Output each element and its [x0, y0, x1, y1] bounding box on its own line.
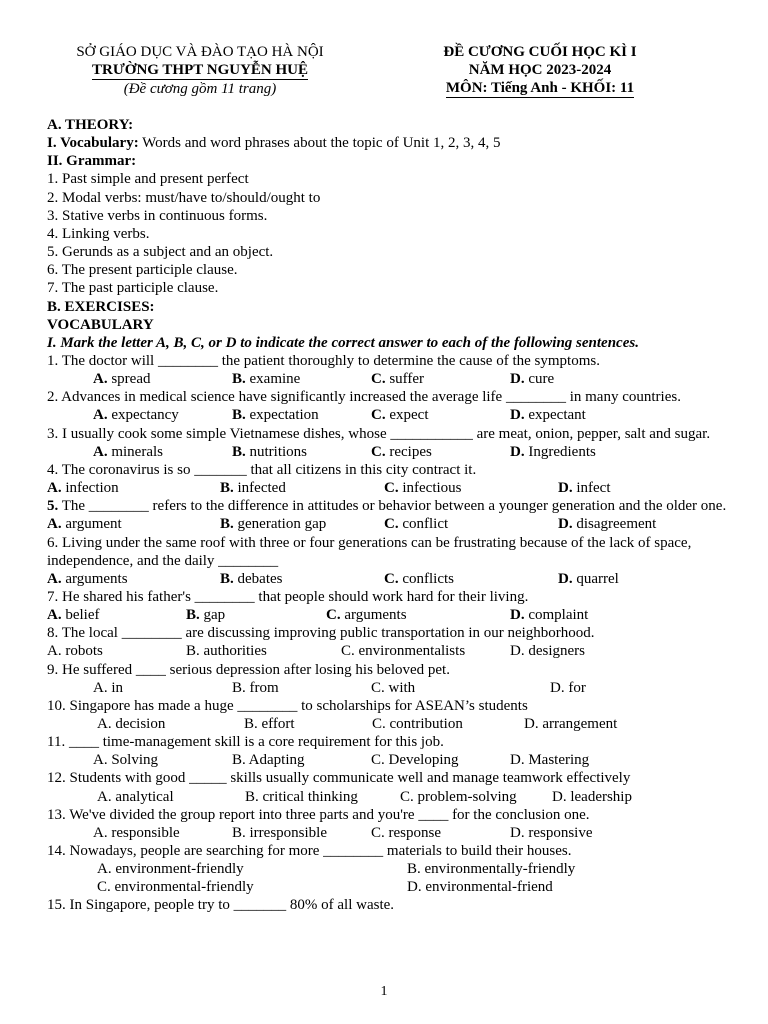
option-b: B. examine: [232, 371, 301, 388]
option-b: B. nutritions: [232, 443, 308, 460]
options-row: [47, 443, 727, 461]
options-row: [47, 679, 727, 697]
option-a: A. arguments: [47, 570, 128, 587]
option-d: D. arrangement: [524, 716, 618, 733]
header-right: [410, 43, 670, 98]
page-count-note: (Đề cương gồm 11 trang): [123, 81, 277, 97]
options-row: [47, 715, 727, 733]
option-a: A. expectancy: [93, 407, 179, 424]
option-b: B. effort: [244, 716, 295, 733]
option-d: D. expectant: [510, 407, 586, 424]
option-c: C. conflicts: [384, 570, 454, 587]
option-c: C. contribution: [372, 716, 463, 733]
grammar-item: 6. The present participle clause.: [47, 262, 238, 279]
dept-name: SỞ GIÁO DỤC VÀ ĐÀO TẠO HÀ NỘI: [76, 44, 324, 60]
options-row: [47, 570, 727, 588]
document-body: [47, 116, 727, 915]
vocab-line: I. Vocabulary: Words and word phrases about the topic of Unit 1, 2, 3, 4, 5: [47, 135, 501, 152]
option-d: D. disagreement: [558, 516, 657, 533]
option-b: B. authorities: [186, 643, 267, 660]
question: 2. Advances in medical science have significantly increased the average life ________ in many countries.: [47, 389, 681, 406]
question: 15. In Singapore, people try to _______ 80% of all waste.: [47, 897, 395, 914]
option-b: B. environmentally-friendly: [407, 861, 576, 878]
options-row: [47, 479, 727, 497]
option-b: B. from: [232, 679, 279, 696]
option-d: D. cure: [510, 371, 555, 388]
question: 11. ____ time-management skill is a core requirement for this job.: [47, 734, 444, 751]
option-c: C. Developing: [371, 752, 459, 769]
option-a: A. minerals: [93, 443, 163, 460]
option-a: A. responsible: [93, 824, 180, 841]
question: 12. Students with good _____ skills usually communicate well and manage teamwork effectively: [47, 770, 631, 787]
grammar-item: 1. Past simple and present perfect: [47, 171, 249, 188]
question: 6. Living under the same roof with three or four generations can be frustrating because of the lack of space, independence, and the daily ________: [47, 534, 692, 569]
option-b: B. expectation: [232, 407, 319, 424]
options-row: [47, 370, 727, 388]
options-row: [47, 860, 727, 878]
option-a: A. decision: [97, 716, 166, 733]
option-c: C. infectious: [384, 480, 462, 497]
option-a: A. robots: [47, 643, 103, 660]
option-a: A. infection: [47, 480, 119, 497]
instruction: I. Mark the letter A, B, C, or D to indicate the correct answer to each of the following sentences.: [47, 334, 639, 351]
theory-heading: A. THEORY:: [47, 117, 134, 133]
options-row: [47, 642, 727, 660]
option-d: D. environmental-friend: [407, 879, 553, 896]
option-c: C. environmental-friendly: [97, 879, 254, 896]
options-row: [47, 606, 727, 624]
question: 1. The doctor will ________ the patient thoroughly to determine the cause of the symptoms.: [47, 353, 600, 370]
doc-title: ĐỀ CƯƠNG CUỐI HỌC KÌ I: [443, 44, 637, 60]
grammar-item: 3. Stative verbs in continuous forms.: [47, 207, 268, 224]
grammar-item: 2. Modal verbs: must/have to/should/ought to: [47, 189, 321, 206]
option-b: B. Adapting: [232, 752, 305, 769]
options-row: [47, 878, 727, 896]
options-row: [47, 515, 727, 533]
question: 8. The local ________ are discussing improving public transportation in our neighborhood.: [47, 625, 595, 642]
option-b: B. gap: [186, 607, 226, 624]
option-c: C. problem-solving: [400, 788, 517, 805]
option-d: D. Ingredients: [510, 443, 596, 460]
grammar-item: 5. Gerunds as a subject and an object.: [47, 244, 274, 261]
option-d: D. complaint: [510, 607, 589, 624]
subject-grade: MÔN: Tiếng Anh - KHỐI: 11: [445, 80, 635, 96]
options-row: [47, 824, 727, 842]
school-year: NĂM HỌC 2023-2024: [468, 62, 612, 78]
option-c: C. environmentalists: [341, 643, 466, 660]
option-b: B. debates: [220, 570, 283, 587]
grammar-item: 4. Linking verbs.: [47, 225, 150, 242]
option-b: B. irresponsible: [232, 824, 327, 841]
question: 3. I usually cook some simple Vietnamese dishes, whose ___________ are meat, onion, pepper, salt and sugar.: [47, 425, 711, 442]
page-number: 1: [380, 984, 388, 999]
vocabulary-heading: VOCABULARY: [47, 316, 154, 333]
option-d: D. for: [550, 679, 586, 696]
option-a: A. in: [93, 679, 123, 696]
question: 13. We've divided the group report into three parts and you're ____ for the conclusion one.: [47, 806, 590, 823]
option-a: A. analytical: [97, 788, 174, 805]
question: 14. Nowadays, people are searching for more ________ materials to build their houses.: [47, 843, 572, 860]
option-b: B. infected: [220, 480, 286, 497]
option-c: C. expect: [371, 407, 429, 424]
school-name: TRƯỜNG THPT NGUYỄN HUỆ: [92, 62, 308, 78]
option-d: D. quarrel: [558, 570, 619, 587]
grammar-item: 7. The past participle clause.: [47, 280, 219, 297]
question: 7. He shared his father's ________ that people should work hard for their living.: [47, 588, 529, 605]
option-c: C. response: [371, 824, 441, 841]
question: 10. Singapore has made a huge ________ to scholarships for ASEAN’s students: [47, 697, 528, 714]
option-c: C. recipes: [371, 443, 432, 460]
options-row: [47, 788, 727, 806]
option-b: B. critical thinking: [245, 788, 358, 805]
option-b: B. generation gap: [220, 516, 327, 533]
option-a: A. argument: [47, 516, 122, 533]
question: 4. The coronavirus is so _______ that all citizens in this city contract it.: [47, 461, 477, 478]
option-c: C. conflict: [384, 516, 449, 533]
option-d: D. Mastering: [510, 752, 590, 769]
header-left: [40, 43, 360, 98]
option-a: A. environment-friendly: [97, 861, 244, 878]
option-a: A. belief: [47, 607, 100, 624]
option-d: D. designers: [510, 643, 585, 660]
option-c: C. arguments: [326, 607, 407, 624]
option-a: A. Solving: [93, 752, 159, 769]
exercises-heading: B. EXERCISES:: [47, 298, 155, 315]
grammar-heading: II. Grammar:: [47, 153, 137, 170]
option-a: A. spread: [93, 371, 151, 388]
option-d: D. leadership: [552, 788, 632, 805]
option-d: D. infect: [558, 480, 611, 497]
option-c: C. with: [371, 679, 416, 696]
options-row: [47, 406, 727, 424]
question: 5. The ________ refers to the difference in attitudes or behavior between a younger generation and the older one.: [47, 498, 727, 515]
options-row: [47, 751, 727, 769]
question: 9. He suffered ____ serious depression after losing his beloved pet.: [47, 661, 450, 678]
option-d: D. responsive: [510, 824, 593, 841]
option-c: C. suffer: [371, 371, 425, 388]
